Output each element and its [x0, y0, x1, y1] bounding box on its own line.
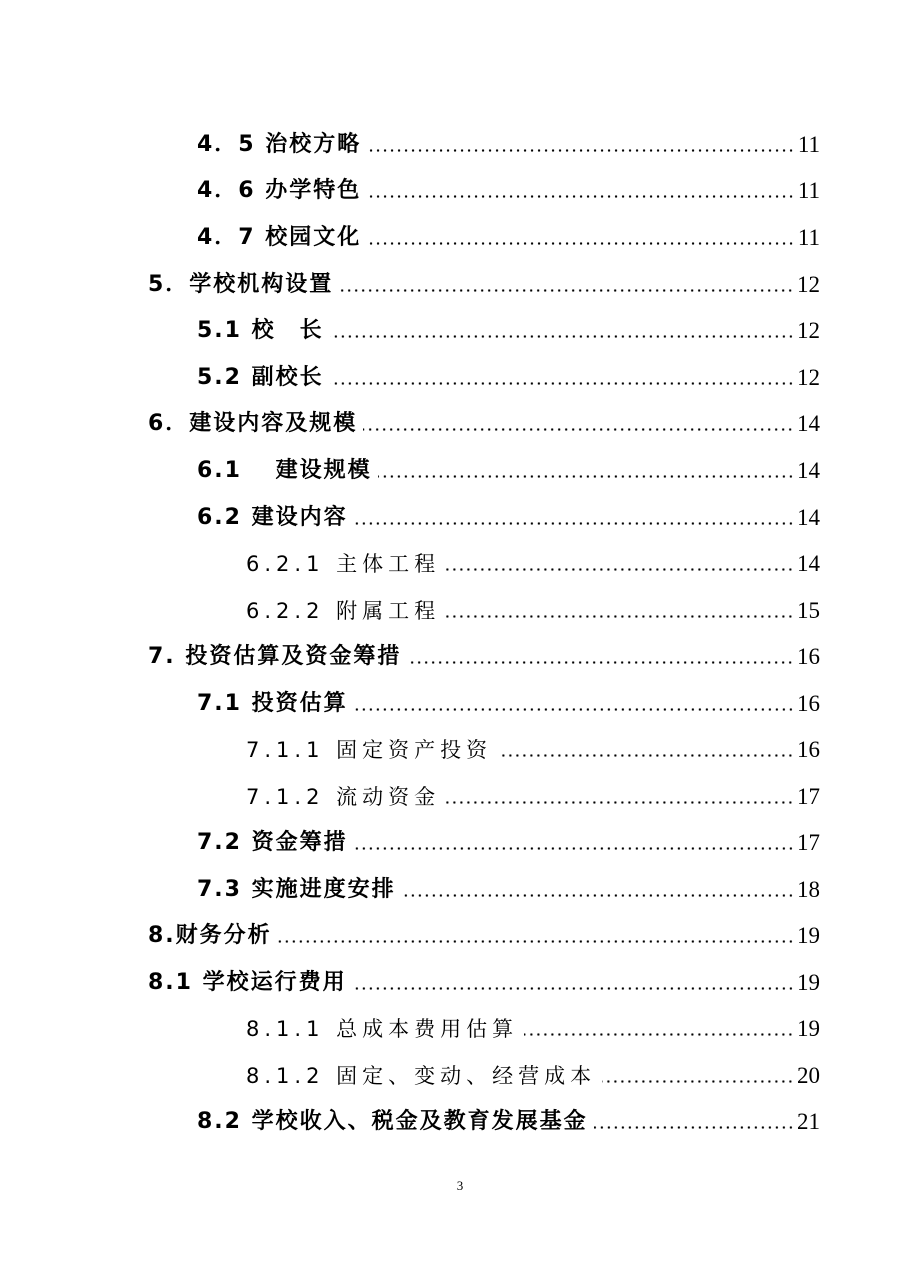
toc-dot-leader — [354, 708, 794, 711]
toc-entry-title: 6.1 建设规模 — [197, 458, 372, 483]
toc-dot-leader — [524, 1033, 794, 1036]
toc-entry-page: 19 — [797, 923, 820, 948]
toc-entry-title: 6.2 建设内容 — [197, 505, 348, 530]
toc-dot-leader — [278, 940, 794, 943]
toc-entry[interactable] — [246, 543, 820, 577]
toc-entry-title: 4．6 办学特色 — [197, 178, 362, 203]
toc-entry-page: 12 — [797, 272, 820, 297]
toc-dot-leader — [602, 1080, 794, 1083]
toc-entry[interactable] — [197, 497, 820, 531]
toc-entry-title: 6.2.2 附属工程 — [246, 599, 441, 623]
toc-entry-title: 8.财务分析 — [148, 923, 272, 948]
toc-entry-page: 14 — [797, 411, 820, 436]
toc-entry[interactable] — [246, 590, 820, 624]
toc-dot-leader — [402, 894, 794, 897]
toc-entry-page: 19 — [797, 970, 820, 995]
toc-entry-page: 17 — [797, 784, 820, 809]
toc-dot-leader — [354, 522, 794, 525]
toc-entry-title: 7. 投资估算及资金筹措 — [148, 644, 402, 669]
toc-entry-title: 6．建设内容及规模 — [148, 411, 358, 436]
toc-entry-page: 11 — [797, 225, 820, 250]
toc-entry[interactable] — [197, 1101, 820, 1135]
toc-entry[interactable] — [197, 822, 820, 856]
toc-entry[interactable] — [197, 217, 820, 251]
toc-entry-page: 14 — [797, 458, 820, 483]
toc-entry-title: 7.1.2 流动资金 — [246, 785, 441, 809]
toc-entry-page: 11 — [797, 178, 820, 203]
toc-entry[interactable] — [246, 776, 820, 810]
toc-entry-title: 7.2 资金筹措 — [197, 830, 348, 855]
toc-dot-leader — [363, 428, 794, 431]
toc-entry[interactable] — [148, 962, 820, 996]
toc-dot-leader — [446, 568, 794, 571]
toc-dot-leader — [446, 615, 794, 618]
toc-entry[interactable] — [148, 403, 820, 437]
toc-entry-title: 7.1.1 固定资产投资 — [246, 738, 493, 762]
toc-entry-title: 5.1 校 长 — [197, 318, 324, 343]
toc-entry[interactable] — [246, 1008, 820, 1042]
toc-entry-page: 19 — [797, 1016, 820, 1041]
toc-dot-leader — [378, 475, 794, 478]
toc-entry[interactable] — [197, 869, 820, 903]
toc-entry-page: 18 — [797, 877, 820, 902]
toc-entry-title: 4．5 治校方略 — [197, 132, 362, 157]
toc-entry-title: 8.1.1 总成本费用估算 — [246, 1017, 519, 1041]
toc-entry-page: 16 — [797, 644, 820, 669]
toc-dot-leader — [367, 242, 795, 245]
toc-entry[interactable] — [246, 1055, 820, 1089]
toc-entry-title: 5.2 副校长 — [197, 365, 324, 390]
toc-entry-title: 8.1 学校运行费用 — [148, 970, 347, 995]
toc-dot-leader — [367, 149, 795, 152]
toc-entry[interactable] — [148, 915, 820, 949]
toc-entry[interactable] — [197, 124, 820, 158]
toc-entry-title: 8.2 学校收入、税金及教育发展基金 — [197, 1109, 588, 1134]
toc-entry[interactable] — [246, 729, 820, 763]
toc-dot-leader — [498, 754, 794, 757]
toc-entry[interactable] — [197, 170, 820, 204]
toc-entry-page: 14 — [797, 551, 820, 576]
toc-entry-page: 16 — [797, 691, 820, 716]
toc-entry-title: 6.2.1 主体工程 — [246, 552, 441, 576]
toc-dot-leader — [353, 987, 794, 990]
toc-dot-leader — [330, 382, 794, 385]
toc-entry[interactable] — [197, 357, 820, 391]
toc-dot-leader — [330, 335, 794, 338]
toc-dot-leader — [446, 801, 794, 804]
toc-entry-title: 8.1.2 固定、变动、经营成本 — [246, 1064, 597, 1088]
page-number: 3 — [456, 1178, 464, 1193]
toc-entry[interactable] — [148, 636, 820, 670]
toc-entry[interactable] — [148, 264, 820, 298]
toc-entry-title: 4．7 校园文化 — [197, 225, 362, 250]
toc-entry-title: 7.1 投资估算 — [197, 691, 348, 716]
toc-entry-page: 15 — [797, 598, 820, 623]
toc-dot-leader — [339, 289, 794, 292]
toc-entry-page: 12 — [797, 365, 820, 390]
toc-entry-page: 11 — [797, 132, 820, 157]
toc-entry-page: 21 — [797, 1109, 820, 1134]
toc-entry-page: 20 — [797, 1063, 820, 1088]
toc-entry-title: 7.3 实施进度安排 — [197, 877, 396, 902]
toc-entry[interactable] — [197, 683, 820, 717]
toc-entry-page: 14 — [797, 505, 820, 530]
toc-dot-leader — [594, 1126, 794, 1129]
toc-entry[interactable] — [197, 450, 820, 484]
toc-dot-leader — [367, 195, 795, 198]
toc-dot-leader — [407, 661, 794, 664]
toc-dot-leader — [354, 847, 794, 850]
toc-entry[interactable] — [197, 310, 820, 344]
toc-entry-page: 16 — [797, 737, 820, 762]
toc-entry-title: 5．学校机构设置 — [148, 272, 334, 297]
toc-entry-page: 12 — [797, 318, 820, 343]
toc-entry-page: 17 — [797, 830, 820, 855]
